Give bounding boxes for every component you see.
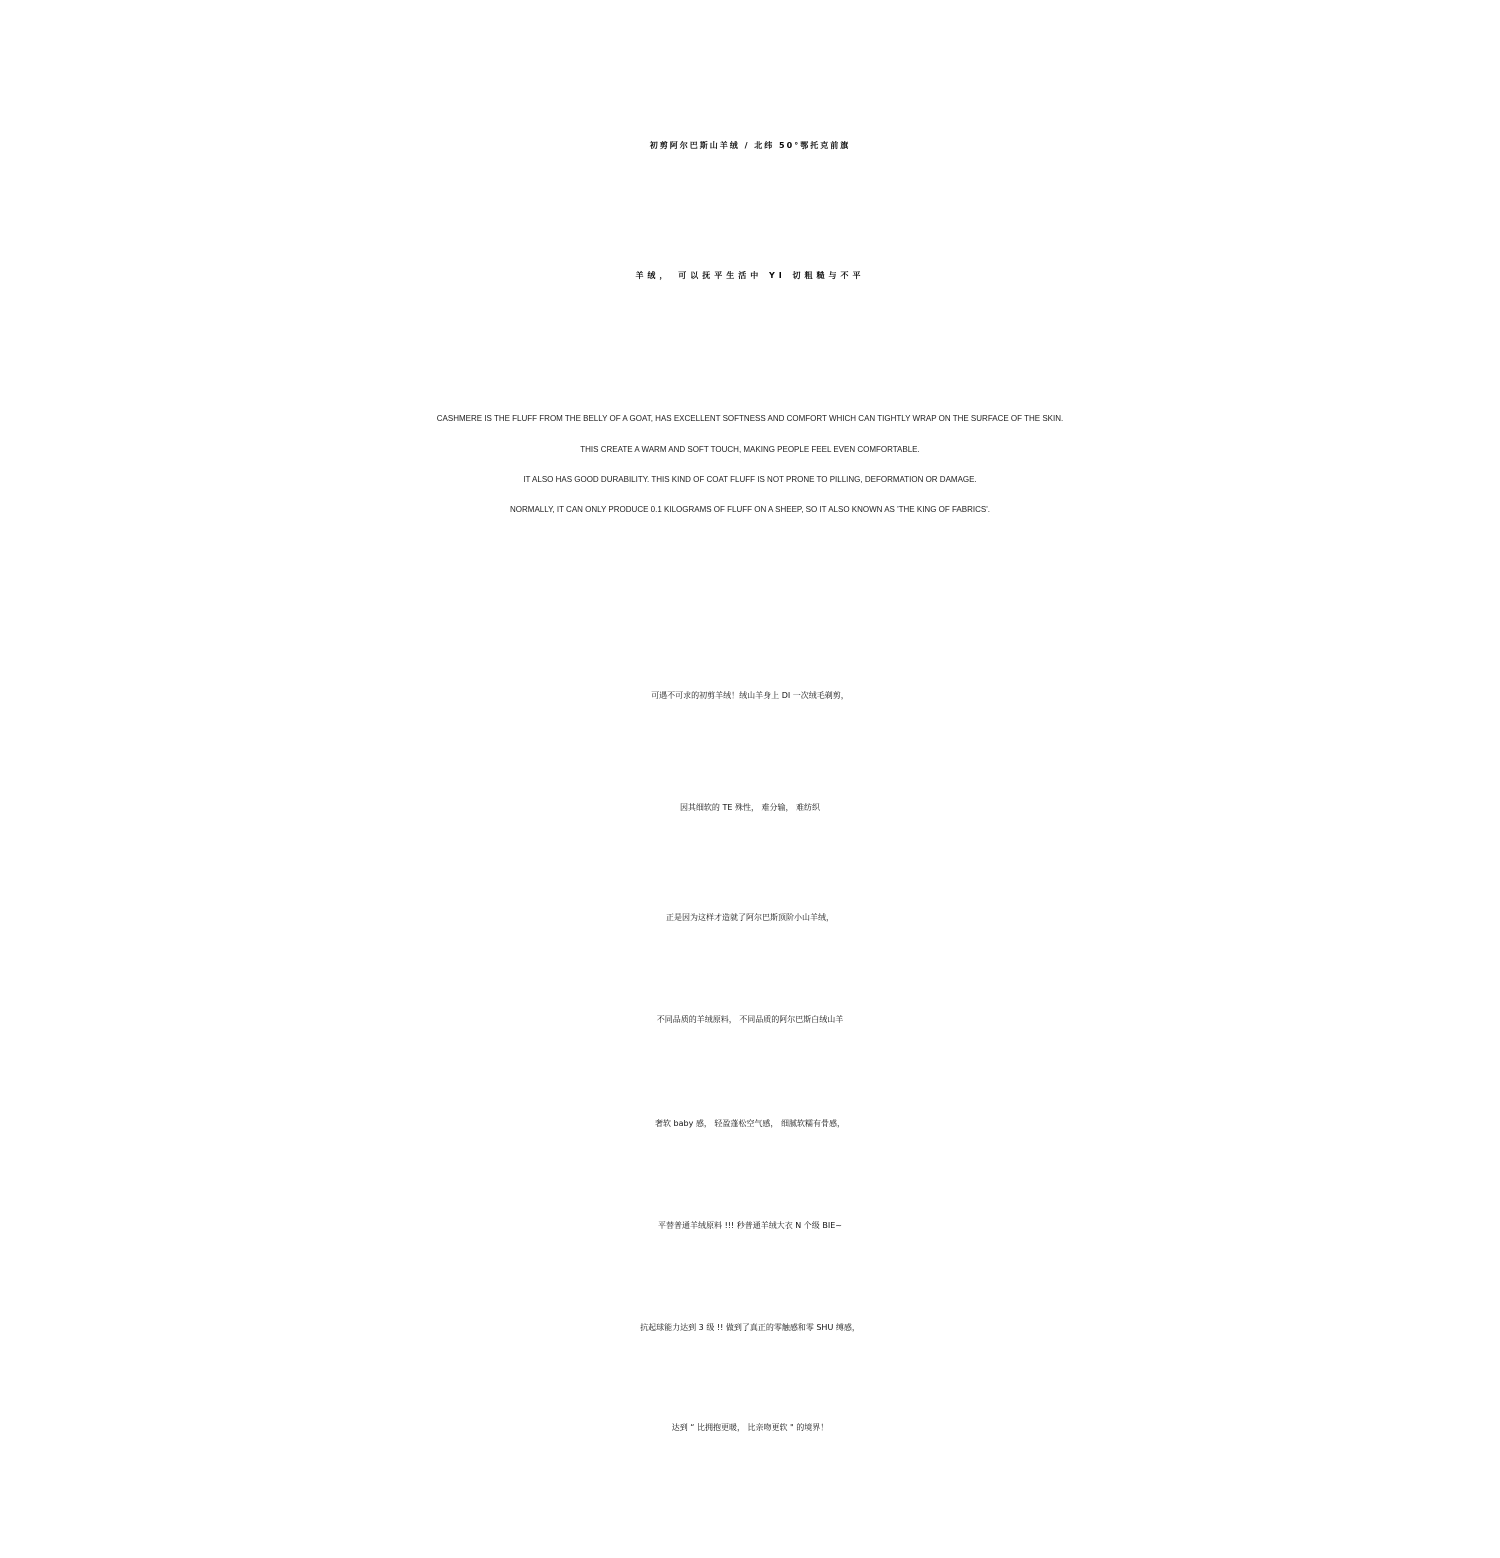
english-line-3: IT ALSO HAS GOOD DURABILITY. THIS KIND OF COAT FLUFF IS NOT PRONE TO PILLING, DEFORMATION OR DAMAGE. [523,475,977,484]
english-line-2: THIS CREATE A WARM AND SOFT TOUCH, MAKING PEOPLE FEEL EVEN COMFORTABLE. [580,445,920,454]
body-line-8: 达到 “ 比拥抱更暖， 比亲吻更软 " 的境界！ [671,1423,829,1432]
body-line-3: 正是因为这样才造就了阿尔巴斯顶阶小山羊绒， [666,913,834,922]
body-line-5: 奢软 baby 感， 轻盈蓬松空气感， 细腻软糯有骨感， [655,1119,845,1128]
english-line-1: CASHMERE IS THE FLUFF FROM THE BELLY OF A GOAT, HAS EXCELLENT SOFTNESS AND COMFORT WHICH CAN TIGHTLY WRAP ON THE SURFACE OF THE SKIN. [436,414,1064,423]
body-line-7: 抗起球能力达到 3 级 !! 做到了真正的零触感和零 SHU 缚感， [640,1323,860,1332]
body-line-1: 可遇不可求的初剪羊绒！绒山羊身上 DI 一次绒毛剃剪， [651,691,849,700]
page-title: 初剪阿尔巴斯山羊绒 / 北纬 50°鄂托克前旗 [649,141,851,150]
english-line-4: NORMALLY, IT CAN ONLY PRODUCE 0.1 KILOGRAMS OF FLUFF ON A SHEEP, SO IT ALSO KNOWN AS 'THE KING OF FABRICS'. [510,505,990,514]
page-subtitle: 羊绒， 可以抚平生活中 YI 切粗糙与不平 [635,271,865,280]
body-line-4: 不同品质的羊绒原料， 不同品质的阿尔巴斯白绒山羊 [656,1015,844,1024]
body-line-2: 因其细软的 TE 殊性， 难分输， 难纺织 [679,803,821,812]
body-line-6: 平替普通羊绒原料 !!! 秒普通羊绒大衣 N 个级 BIE~ [658,1221,842,1230]
